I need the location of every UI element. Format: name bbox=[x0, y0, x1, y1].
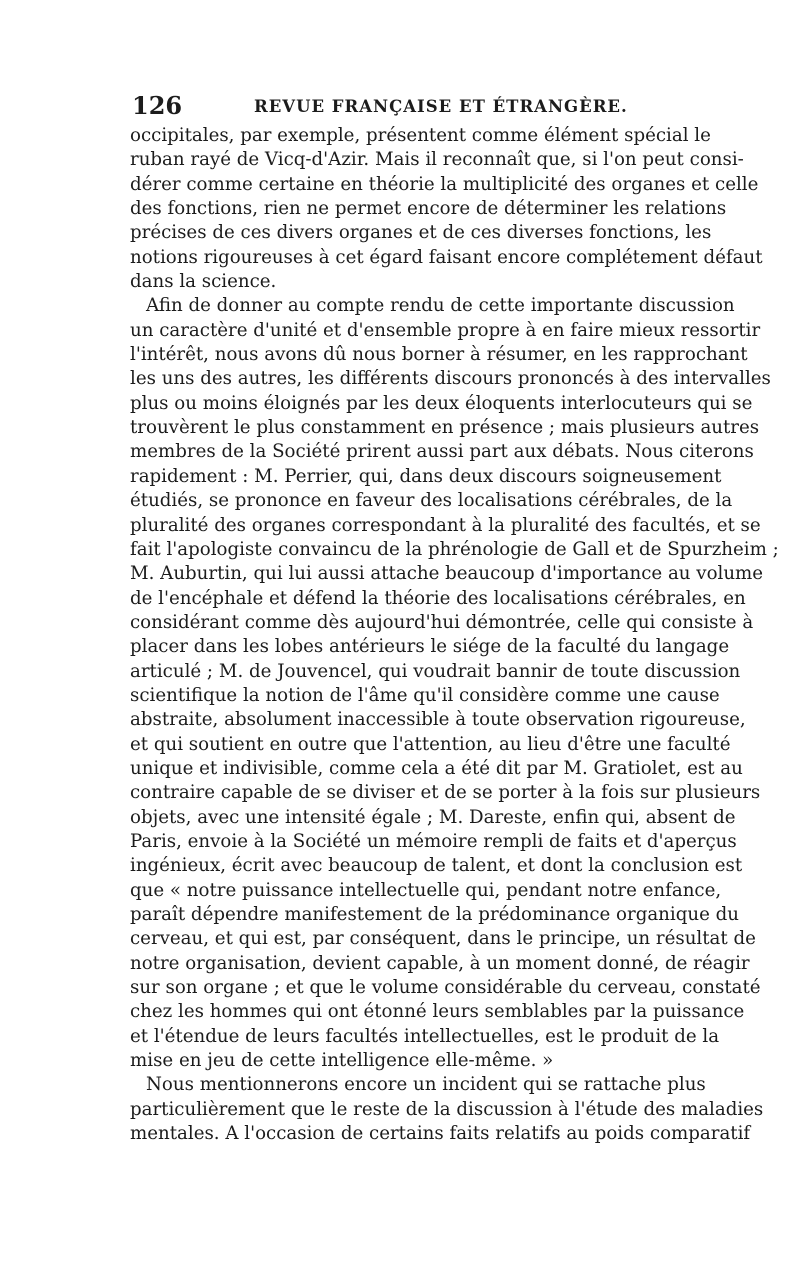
text-line: rapidement : M. Perrier, qui, dans deux discours soigneusement bbox=[130, 465, 722, 487]
text-line: ingénieux, écrit avec beaucoup de talent, et dont la conclusion est bbox=[130, 855, 743, 877]
text-line: pluralité des organes correspondant à la pluralité des facultés, et se bbox=[130, 514, 761, 536]
running-header bbox=[132, 92, 672, 122]
text-line: Paris, envoie à la Société un mémoire rempli de faits et d'aperçus bbox=[130, 830, 737, 852]
text-line: occipitales, par exemple, présentent comme élément spécial le bbox=[130, 125, 711, 146]
text-line: Nous mentionnerons encore un incident qui se rattache plus bbox=[146, 1074, 706, 1096]
text-line: particulièrement que le reste de la discussion à l'étude des maladies bbox=[130, 1098, 764, 1120]
text-line: mentales. A l'occasion de certains faits relatifs au poids comparatif bbox=[130, 1123, 751, 1145]
body-text bbox=[130, 124, 779, 1146]
text-line: dans la science. bbox=[130, 271, 277, 293]
text-line: membres de la Société prirent aussi part aux débats. Nous citerons bbox=[130, 441, 754, 463]
paragraph bbox=[130, 1073, 764, 1146]
text-line: unique et indivisible, comme cela a été dit par M. Gratiolet, est au bbox=[130, 757, 743, 779]
text-line: étudiés, se prononce en faveur des localisations cérébrales, de la bbox=[130, 490, 733, 512]
text-line: plus ou moins éloignés par les deux éloquents interlocuteurs qui se bbox=[130, 392, 753, 414]
text-line: les uns des autres, les différents discours prononcés à des intervalles bbox=[130, 368, 771, 390]
text-line: fait l'apologiste convaincu de la phrénologie de Gall et de Spurzheim ; bbox=[130, 538, 779, 560]
text-line: scientifique la notion de l'âme qu'il considère comme une cause bbox=[130, 684, 720, 706]
text-line: M. Auburtin, qui lui aussi attache beaucoup d'importance au volume bbox=[130, 563, 764, 585]
page-number: 126 bbox=[132, 91, 183, 120]
text-line: l'intérêt, nous avons dû nous borner à résumer, en les rapprochant bbox=[130, 344, 748, 366]
text-line: objets, avec une intensité égale ; M. Dareste, enfin qui, absent de bbox=[130, 806, 736, 828]
text-line: mise en jeu de cette intelligence elle-même. » bbox=[130, 1050, 554, 1072]
text-line: sur son organe ; et que le volume considérable du cerveau, constaté bbox=[130, 977, 761, 999]
text-line: notre organisation, devient capable, à un moment donné, de réagir bbox=[130, 952, 750, 974]
text-line: paraît dépendre manifestement de la prédominance organique du bbox=[130, 904, 739, 925]
text-line: un caractère d'unité et d'ensemble propre à en faire mieux ressortir bbox=[130, 319, 761, 341]
text-line: et qui soutient en outre que l'attention, au lieu d'être une faculté bbox=[130, 733, 731, 755]
text-line: trouvèrent le plus constamment en présence ; mais plusieurs autres bbox=[130, 417, 760, 439]
text-line: contraire capable de se diviser et de se porter à la fois sur plusieurs bbox=[130, 782, 761, 804]
text-line: de l'encéphale et défend la théorie des localisations cérébrales, en bbox=[130, 587, 746, 609]
text-line: précises de ces divers organes et de ces diverses fonctions, les bbox=[130, 222, 712, 244]
text-line: et l'étendue de leurs facultés intellectuelles, est le produit de la bbox=[130, 1025, 720, 1047]
text-line: notions rigoureuses à cet égard faisant encore complétement défaut bbox=[130, 246, 763, 268]
text-line: chez les hommes qui ont étonné leurs semblables par la puissance bbox=[130, 1001, 745, 1023]
text-line: placer dans les lobes antérieurs le siége de la faculté du langage bbox=[130, 636, 730, 658]
text-line: que « notre puissance intellectuelle qui, pendant notre enfance, bbox=[130, 879, 722, 901]
text-line: dérer comme certaine en théorie la multiplicité des organes et celle bbox=[130, 173, 759, 195]
paragraph bbox=[130, 124, 763, 294]
running-title: REVUE FRANÇAISE ET ÉTRANGÈRE. bbox=[254, 97, 628, 116]
text-line: abstraite, absolument inaccessible à toute observation rigoureuse, bbox=[130, 709, 746, 731]
text-line: des fonctions, rien ne permet encore de déterminer les relations bbox=[130, 198, 727, 220]
text-line: considérant comme dès aujourd'hui démontrée, celle qui consiste à bbox=[130, 611, 754, 633]
text-line: cerveau, et qui est, par conséquent, dans le principe, un résultat de bbox=[130, 928, 756, 950]
paragraph bbox=[130, 294, 779, 1073]
text-line: articulé ; M. de Jouvencel, qui voudrait bannir de toute discussion bbox=[130, 660, 741, 682]
text-line: ruban rayé de Vicq-d'Azir. Mais il reconnaît que, si l'on peut consi- bbox=[130, 149, 744, 171]
text-line: Afin de donner au compte rendu de cette importante discussion bbox=[146, 295, 735, 317]
